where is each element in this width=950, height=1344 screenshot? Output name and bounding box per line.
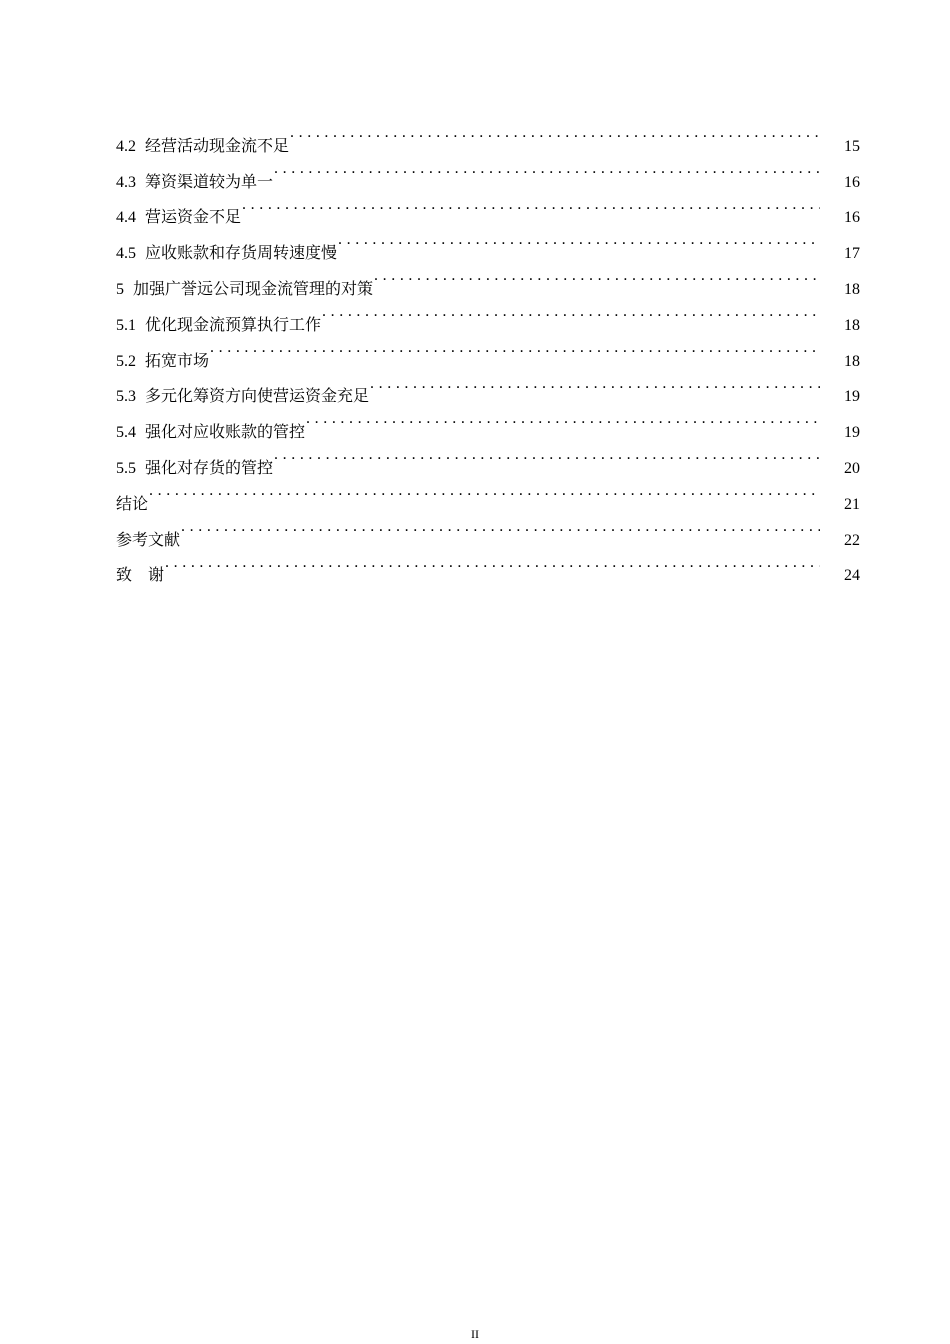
toc-entry-page: 16 [844,209,860,227]
toc-entry-number: 4.3 [116,173,136,191]
toc-entry-number: 5.3 [116,388,136,406]
toc-entry-number: 5.4 [116,424,136,442]
toc-entry-title: 应收账款和存货周转速度慢 [145,243,338,263]
toc-entry-number: 5 [116,280,124,298]
toc-entry-title: 经营活动现金流不足 [145,135,290,155]
toc-dot-leader [181,509,820,545]
toc-entry-references[interactable] [116,509,860,549]
toc-dot-leader [274,437,820,473]
toc-entry-page: 24 [844,567,860,585]
toc-dot-leader [210,330,820,366]
toc-entry-page: 18 [844,352,860,370]
toc-entry-4-2[interactable] [116,115,860,155]
toc-entry-page: 21 [844,495,860,513]
page-number-footer: II [471,1327,479,1341]
toc-entry-title: 拓宽市场 [145,350,210,370]
toc-entry-title: 参考文献 [116,529,181,549]
toc-entry-number: 5.1 [116,316,136,334]
toc-entry-page: 18 [844,316,860,334]
toc-entry-title: 强化对应收账款的管控 [145,422,306,442]
toc-entry-title: 加强广誉远公司现金流管理的对策 [133,278,374,298]
toc-entry-page: 16 [844,173,860,191]
toc-dot-leader [274,151,820,187]
toc-entry-page: 19 [844,388,860,406]
toc-entry-title: 多元化筹资方向使营运资金充足 [145,386,370,406]
toc-dot-leader [290,115,820,151]
toc-entry-acknowledgements[interactable] [116,545,860,585]
toc-entry-page: 17 [844,245,860,263]
toc-entry-number: 4.2 [116,137,136,155]
toc-entry-conclusion[interactable] [116,473,860,513]
toc-entry-page: 20 [844,459,860,477]
toc-entry-page: 15 [844,137,860,155]
toc-entry-page: 22 [844,531,860,549]
toc-dot-leader [338,222,820,258]
toc-dot-leader [242,187,820,223]
toc-entry-number: 5.2 [116,352,136,370]
toc-entry-title: 结论 [116,493,149,513]
table-of-contents [116,115,860,585]
toc-entry-5-2[interactable] [116,330,860,370]
toc-entry-page: 18 [844,280,860,298]
toc-entry-title: 筹资渠道较为单一 [145,171,274,191]
toc-dot-leader [370,366,820,402]
toc-entry-number: 4.4 [116,209,136,227]
toc-dot-leader [374,258,820,294]
toc-entry-title: 优化现金流预算执行工作 [145,314,322,334]
toc-entry-5-3[interactable] [116,366,860,406]
toc-entry-page: 19 [844,424,860,442]
toc-dot-leader [322,294,820,330]
toc-entry-number: 5.5 [116,459,136,477]
toc-entry-number: 4.5 [116,245,136,263]
toc-dot-leader [149,473,820,509]
toc-entry-title: 营运资金不足 [145,207,242,227]
toc-dot-leader [165,545,820,581]
toc-dot-leader [306,401,820,437]
toc-entry-title: 致 谢 [116,565,165,585]
toc-entry-title: 强化对存货的管控 [145,457,274,477]
